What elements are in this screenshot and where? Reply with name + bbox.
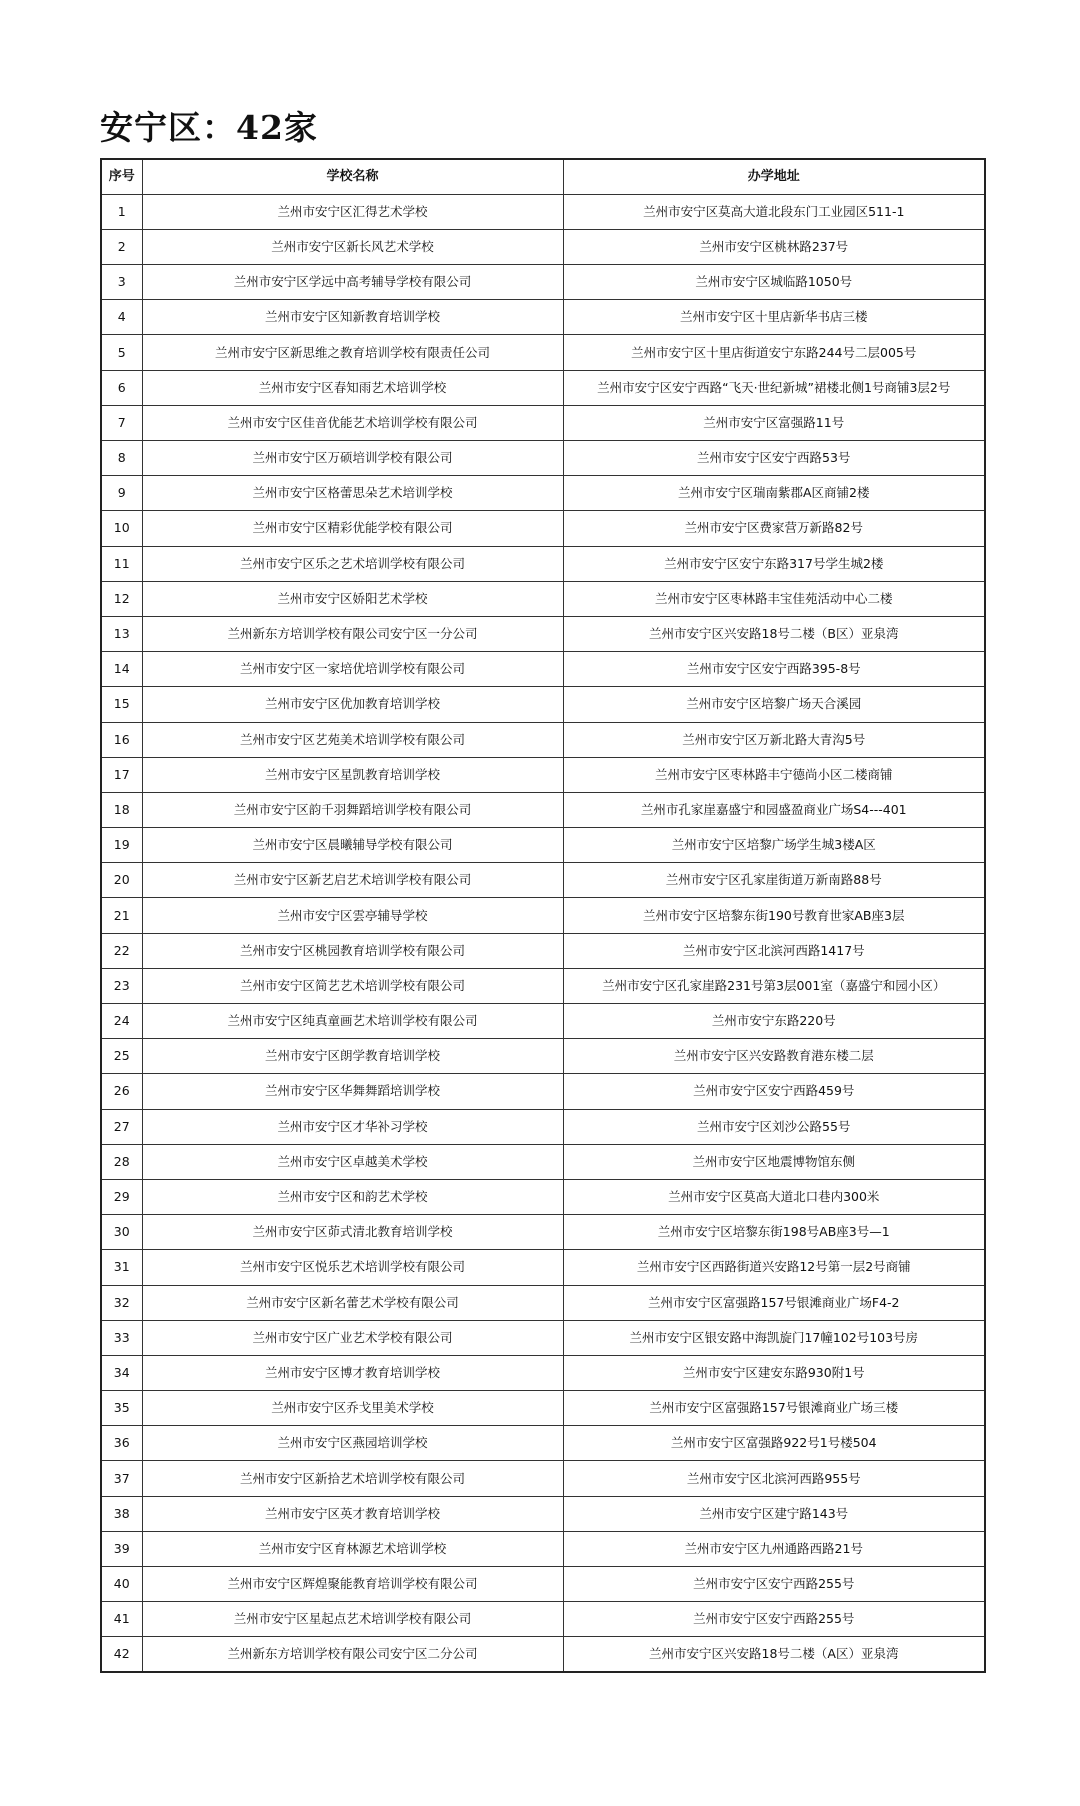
table-row [101,616,985,651]
school-address: 兰州市安宁区桃林路237号 [563,229,985,264]
table-row [101,581,985,616]
school-address: 兰州市安宁区安宁东路317号学生城2楼 [563,546,985,581]
school-name: 兰州市安宁区简艺艺术培训学校有限公司 [142,968,563,1003]
school-address: 兰州市安宁区北滨河西路1417号 [563,933,985,968]
table-row [101,1637,985,1672]
row-index: 40 [101,1567,142,1602]
school-address: 兰州市安宁区莫高大道北口巷内300米 [563,1179,985,1214]
school-address: 兰州市安宁区富强路922号1号楼504 [563,1426,985,1461]
school-name: 兰州市安宁区茆式清北教育培训学校 [142,1215,563,1250]
row-index: 37 [101,1461,142,1496]
school-address: 兰州市安宁区建宁路143号 [563,1496,985,1531]
table-row [101,828,985,863]
school-name: 兰州市安宁区晨曦辅导学校有限公司 [142,828,563,863]
row-index: 4 [101,300,142,335]
row-index: 29 [101,1179,142,1214]
table-row [101,1426,985,1461]
table-row [101,300,985,335]
table-row [101,1531,985,1566]
school-name: 兰州新东方培训学校有限公司安宁区二分公司 [142,1637,563,1672]
row-index: 17 [101,757,142,792]
school-address: 兰州市安宁区富强路157号银滩商业广场三楼 [563,1391,985,1426]
row-index: 8 [101,441,142,476]
school-name: 兰州市安宁区星凯教育培训学校 [142,757,563,792]
school-name: 兰州市安宁区乐之艺术培训学校有限公司 [142,546,563,581]
school-address: 兰州市安宁区培黎东街198号AB座3号—1 [563,1215,985,1250]
row-index: 38 [101,1496,142,1531]
school-address: 兰州市安宁区安宁西路255号 [563,1567,985,1602]
school-address: 兰州市安宁区枣林路丰宝佳苑活动中心二楼 [563,581,985,616]
page-title: 安宁区：42家 [100,108,318,147]
row-index: 33 [101,1320,142,1355]
table-row [101,1039,985,1074]
school-name: 兰州市安宁区新思维之教育培训学校有限责任公司 [142,335,563,370]
table-row [101,194,985,229]
school-address: 兰州市安宁区孔家崖街道万新南路88号 [563,863,985,898]
row-index: 5 [101,335,142,370]
row-index: 16 [101,722,142,757]
school-name: 兰州市安宁区万硕培训学校有限公司 [142,441,563,476]
row-index: 14 [101,652,142,687]
school-address: 兰州市安宁区刘沙公路55号 [563,1109,985,1144]
table-row [101,1602,985,1637]
row-index: 1 [101,194,142,229]
table-row [101,933,985,968]
row-index: 28 [101,1144,142,1179]
school-address: 兰州市孔家崖嘉盛宁和园盛盈商业广场S4---401 [563,792,985,827]
table-row [101,476,985,511]
table-row [101,335,985,370]
school-name: 兰州市安宁区一家培优培训学校有限公司 [142,652,563,687]
school-address: 兰州市安宁区地震博物馆东侧 [563,1144,985,1179]
school-name: 兰州市安宁区新名蕾艺术学校有限公司 [142,1285,563,1320]
row-index: 32 [101,1285,142,1320]
table-row [101,1355,985,1390]
table-row [101,265,985,300]
school-name: 兰州市安宁区娇阳艺术学校 [142,581,563,616]
school-address: 兰州市安宁区兴安路18号二楼（A区）亚泉湾 [563,1637,985,1672]
row-index: 10 [101,511,142,546]
school-name: 兰州市安宁区才华补习学校 [142,1109,563,1144]
school-address: 兰州市安宁区莫高大道北段东门工业园区511-1 [563,194,985,229]
row-index: 39 [101,1531,142,1566]
school-address: 兰州市安宁区兴安路教育港东楼二层 [563,1039,985,1074]
row-index: 20 [101,863,142,898]
school-name: 兰州市安宁区华舞舞蹈培训学校 [142,1074,563,1109]
school-name: 兰州市安宁区优加教育培训学校 [142,687,563,722]
row-index: 19 [101,828,142,863]
row-index: 13 [101,616,142,651]
row-index: 24 [101,1004,142,1039]
school-name: 兰州市安宁区纯真童画艺术培训学校有限公司 [142,1004,563,1039]
school-name: 兰州市安宁区博才教育培训学校 [142,1355,563,1390]
table-row [101,511,985,546]
school-name: 兰州市安宁区新拾艺术培训学校有限公司 [142,1461,563,1496]
row-index: 7 [101,405,142,440]
school-address: 兰州市安宁区瑞南紫郡A区商铺2楼 [563,476,985,511]
row-index: 26 [101,1074,142,1109]
table-row [101,405,985,440]
header-index: 序号 [101,159,142,194]
school-name: 兰州市安宁区星起点艺术培训学校有限公司 [142,1602,563,1637]
row-index: 34 [101,1355,142,1390]
school-address: 兰州市安宁区富强路157号银滩商业广场F4-2 [563,1285,985,1320]
school-address: 兰州市安宁区安宁西路53号 [563,441,985,476]
school-name: 兰州市安宁区桃园教育培训学校有限公司 [142,933,563,968]
row-index: 31 [101,1250,142,1285]
table-row [101,968,985,1003]
table-row [101,898,985,933]
row-index: 35 [101,1391,142,1426]
school-name: 兰州市安宁区学远中高考辅导学校有限公司 [142,265,563,300]
table-row [101,722,985,757]
school-name: 兰州市安宁区知新教育培训学校 [142,300,563,335]
row-index: 11 [101,546,142,581]
school-address: 兰州市安宁区费家营万新路82号 [563,511,985,546]
school-address: 兰州市安宁区培黎广场天合溪园 [563,687,985,722]
row-index: 41 [101,1602,142,1637]
row-index: 21 [101,898,142,933]
table-body [101,194,985,1672]
school-address: 兰州市安宁区安宁西路395-8号 [563,652,985,687]
table-row [101,441,985,476]
school-address: 兰州市安宁区万新北路大青沟5号 [563,722,985,757]
table-row [101,1567,985,1602]
school-address: 兰州市安宁区培黎广场学生城3楼A区 [563,828,985,863]
school-name: 兰州市安宁区悦乐艺术培训学校有限公司 [142,1250,563,1285]
school-address: 兰州市安宁区十里店街道安宁东路244号二层005号 [563,335,985,370]
school-name: 兰州市安宁区辉煌聚能教育培训学校有限公司 [142,1567,563,1602]
school-address: 兰州市安宁区安宁西路“飞天·世纪新城”裙楼北侧1号商铺3层2号 [563,370,985,405]
school-name: 兰州市安宁区汇得艺术学校 [142,194,563,229]
table-row [101,1391,985,1426]
school-table [100,158,986,1673]
table-row [101,1109,985,1144]
row-index: 25 [101,1039,142,1074]
table-row [101,1004,985,1039]
table-row [101,1215,985,1250]
row-index: 15 [101,687,142,722]
school-name: 兰州市安宁区育林源艺术培训学校 [142,1531,563,1566]
table-row [101,1496,985,1531]
school-address: 兰州市安宁区西路街道兴安路12号第一层2号商铺 [563,1250,985,1285]
school-name: 兰州市安宁区卓越美术学校 [142,1144,563,1179]
table-row [101,1461,985,1496]
row-index: 18 [101,792,142,827]
table-row [101,1320,985,1355]
school-address: 兰州市安宁区富强路11号 [563,405,985,440]
row-index: 42 [101,1637,142,1672]
row-index: 27 [101,1109,142,1144]
header-school-name: 学校名称 [142,159,563,194]
table-row [101,1074,985,1109]
school-name: 兰州市安宁区朗学教育培训学校 [142,1039,563,1074]
school-name: 兰州市安宁区新艺启艺术培训学校有限公司 [142,863,563,898]
school-name: 兰州市安宁区佳音优能艺术培训学校有限公司 [142,405,563,440]
table-row [101,1250,985,1285]
school-name: 兰州市安宁区精彩优能学校有限公司 [142,511,563,546]
school-address: 兰州市安宁区安宁西路255号 [563,1602,985,1637]
school-name: 兰州市安宁区英才教育培训学校 [142,1496,563,1531]
school-address: 兰州市安宁区培黎东街190号教育世家AB座3层 [563,898,985,933]
school-address: 兰州市安宁区北滨河西路955号 [563,1461,985,1496]
school-name: 兰州市安宁区春知雨艺术培训学校 [142,370,563,405]
table-row [101,687,985,722]
school-address: 兰州市安宁区银安路中海凯旋门17幢102号103号房 [563,1320,985,1355]
row-index: 22 [101,933,142,968]
table-row [101,229,985,264]
table-row [101,1144,985,1179]
table-row [101,652,985,687]
table-row [101,757,985,792]
row-index: 12 [101,581,142,616]
table-row [101,863,985,898]
school-address: 兰州市安宁区兴安路18号二楼（B区）亚泉湾 [563,616,985,651]
school-name: 兰州市安宁区和韵艺术学校 [142,1179,563,1214]
school-address: 兰州市安宁区建安东路930附1号 [563,1355,985,1390]
row-index: 2 [101,229,142,264]
school-name: 兰州市安宁区韵千羽舞蹈培训学校有限公司 [142,792,563,827]
school-address: 兰州市安宁区孔家崖路231号第3层001室（嘉盛宁和园小区） [563,968,985,1003]
school-address: 兰州市安宁区十里店新华书店三楼 [563,300,985,335]
row-index: 36 [101,1426,142,1461]
school-name: 兰州市安宁区雲亭辅导学校 [142,898,563,933]
header-row [101,159,985,194]
school-name: 兰州市安宁区新长风艺术学校 [142,229,563,264]
row-index: 3 [101,265,142,300]
table-row [101,1285,985,1320]
row-index: 30 [101,1215,142,1250]
school-name: 兰州市安宁区乔戈里美术学校 [142,1391,563,1426]
school-address: 兰州市安宁东路220号 [563,1004,985,1039]
row-index: 9 [101,476,142,511]
row-index: 6 [101,370,142,405]
school-address: 兰州市安宁区枣林路丰宁德尚小区二楼商铺 [563,757,985,792]
table-row [101,546,985,581]
school-address: 兰州市安宁区城临路1050号 [563,265,985,300]
school-name: 兰州新东方培训学校有限公司安宁区一分公司 [142,616,563,651]
table-row [101,1179,985,1214]
school-address: 兰州市安宁区安宁西路459号 [563,1074,985,1109]
header-address: 办学地址 [563,159,985,194]
table-row [101,792,985,827]
table-row [101,370,985,405]
school-name: 兰州市安宁区广业艺术学校有限公司 [142,1320,563,1355]
school-address: 兰州市安宁区九州通路西路21号 [563,1531,985,1566]
school-name: 兰州市安宁区艺苑美术培训学校有限公司 [142,722,563,757]
row-index: 23 [101,968,142,1003]
school-name: 兰州市安宁区格蕾思朵艺术培训学校 [142,476,563,511]
school-name: 兰州市安宁区燕园培训学校 [142,1426,563,1461]
